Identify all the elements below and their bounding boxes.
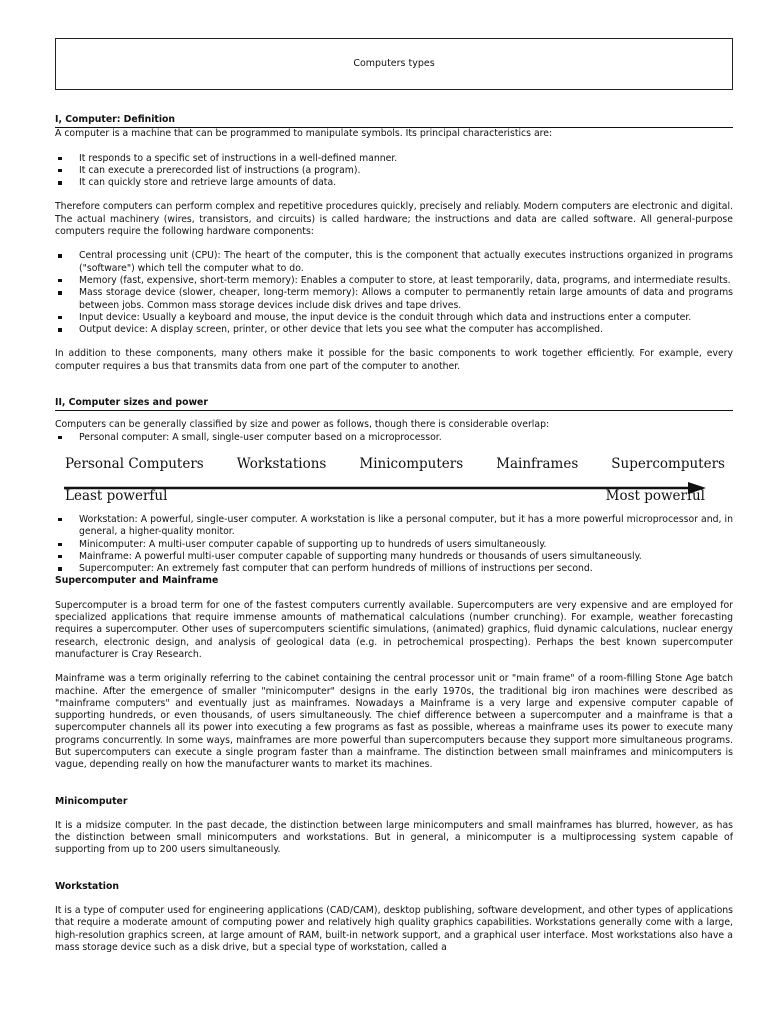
power-scale-figure — [55, 455, 733, 510]
sizes-intro: Computers can be generally classified by size and power as follows, though there is considerable overlap: — [55, 419, 550, 431]
list-item: Supercomputer: An extremely fast computer that can perform hundreds of millions of instructions per second. — [55, 563, 733, 575]
scale-label-personal: Personal Computers — [65, 455, 204, 472]
minicomputer-paragraph: It is a midsize computer. In the past decade, the distinction between large minicomputers and small mainframes has blurred, however, as has the distinction between small minicomputers and workstations. But in general, a minicomputer is a multiprocessing system capable of supporting from up to 200 users simultaneously. — [55, 819, 733, 856]
scale-label-supercomputers: Supercomputers — [611, 455, 725, 472]
list-item: It can execute a prerecorded list of instructions (a program). — [55, 165, 733, 177]
hardware-paragraph: Therefore computers can perform complex and repetitive procedures quickly, precisely and reliably. Modern computers are electronic and digital. The actual machinery (wires, transistors, and circuits) is called hardware; the instructions and data are called software. All general-purpose computers require the following hardware components: — [55, 201, 733, 238]
document-title: Computers types — [353, 57, 435, 69]
power-scale-labels — [65, 455, 725, 472]
document-page — [55, 38, 733, 954]
list-item: Workstation: A powerful, single-user computer. A workstation is like a personal computer, but it has a more powerful microprocessor and, in general, a higher-quality monitor. — [55, 514, 733, 539]
list-item: Minicomputer: A multi-user computer capable of supporting up to hundreds of users simultaneously. — [55, 539, 733, 551]
heading-super-mainframe: Supercomputer and Mainframe — [55, 575, 219, 587]
characteristics-list — [55, 153, 733, 190]
sizes-list — [55, 514, 733, 575]
list-item: Input device: Usually a keyboard and mouse, the input device is the conduit through which data and instructions enter a computer. — [55, 312, 733, 324]
heading-workstation: Workstation — [55, 880, 119, 892]
section-heading-definition: I, Computer: Definition — [55, 114, 733, 128]
list-item: It responds to a specific set of instructions in a well-defined manner. — [55, 153, 733, 165]
list-item: Mass storage device (slower, cheaper, long-term memory): Allows a computer to permanently retain large amounts of data and programs between jobs. Common mass storage devices include disk drives and tape drives. — [55, 287, 733, 312]
scale-label-mainframes: Mainframes — [496, 455, 579, 472]
definition-intro: A computer is a machine that can be programmed to manipulate symbols. Its principal characteristics are: — [55, 128, 553, 140]
list-item: Central processing unit (CPU): The heart of the computer, this is the component that actually executes instructions organized in programs ("software") which tell the computer what to do. — [55, 250, 733, 275]
title-box — [55, 38, 733, 90]
scale-label-minicomputers: Minicomputers — [359, 455, 464, 472]
list-item: Personal computer: A small, single-user computer based on a microprocessor. — [55, 432, 733, 444]
list-item: Memory (fast, expensive, short-term memory): Enables a computer to store, at least temporarily, data, programs, and intermediate results. — [55, 275, 733, 287]
bus-paragraph: In addition to these components, many others make it possible for the basic components to work together efficiently. For example, every computer requires a bus that transmits data from one part of the computer to another. — [55, 348, 733, 372]
heading-minicomputer: Minicomputer — [55, 795, 128, 807]
supercomputer-paragraph: Supercomputer is a broad term for one of the fastest computers currently available. Supercomputers are very expensive and are employed for specialized applications that require immense amounts of mathematical calculations (number crunching). For example, weather forecasting requires a supercomputer. Other uses of supercomputers scientific simulations, (animated) graphics, fluid dynamic calculations, nuclear energy research, electronic design, and analysis of geological data (e.g. in petrochemical prospecting). Perhaps the best known supercomputer manufacturer is Cray Research. — [55, 599, 733, 660]
workstation-paragraph: It is a type of computer used for engineering applications (CAD/CAM), desktop publishing, software development, and other types of applications that require a moderate amount of computing power and relatively high quality graphics capabilities. Workstations generally come with a large, high-resolution graphics screen, at large amount of RAM, built-in network support, and a graphical user interface. Most workstations also have a mass storage device such as a disk drive, but a special type of workstation, called a — [55, 905, 733, 953]
most-powerful-label: Most powerful — [605, 487, 705, 504]
list-item: Mainframe: A powerful multi-user computer capable of supporting many hundreds or thousands of users simultaneously. — [55, 551, 733, 563]
sizes-list-first — [55, 432, 733, 444]
section-heading-sizes: II, Computer sizes and power — [55, 397, 733, 411]
list-item: It can quickly store and retrieve large amounts of data. — [55, 177, 733, 189]
least-powerful-label: Least powerful — [65, 487, 168, 504]
list-item: Output device: A display screen, printer, or other device that lets you see what the computer has accomplished. — [55, 324, 733, 336]
components-list — [55, 250, 733, 336]
scale-label-workstations: Workstations — [236, 455, 327, 472]
mainframe-paragraph: Mainframe was a term originally referring to the cabinet containing the central processor unit or "main frame" of a room-filling Stone Age batch machine. After the emergence of smaller "minicomputer" designs in the early 1970s, the traditional big iron machines were described as "mainframe computers" and eventually just as mainframes. Nowadays a Mainframe is a very large and expensive computer capable of supporting hundreds, or even thousands, of users simultaneously. The chief difference between a supercomputer and a mainframe is that a supercomputer channels all its power into executing a few programs as fast as possible, whereas a mainframe uses its power to execute many programs concurrently. In some ways, mainframes are more powerful than supercomputers because they support more simultaneous programs. But supercomputers can execute a single program faster than a mainframe. The distinction between small mainframes and minicomputers is vague, depending really on how the manufacturer wants to market its machines. — [55, 673, 733, 771]
